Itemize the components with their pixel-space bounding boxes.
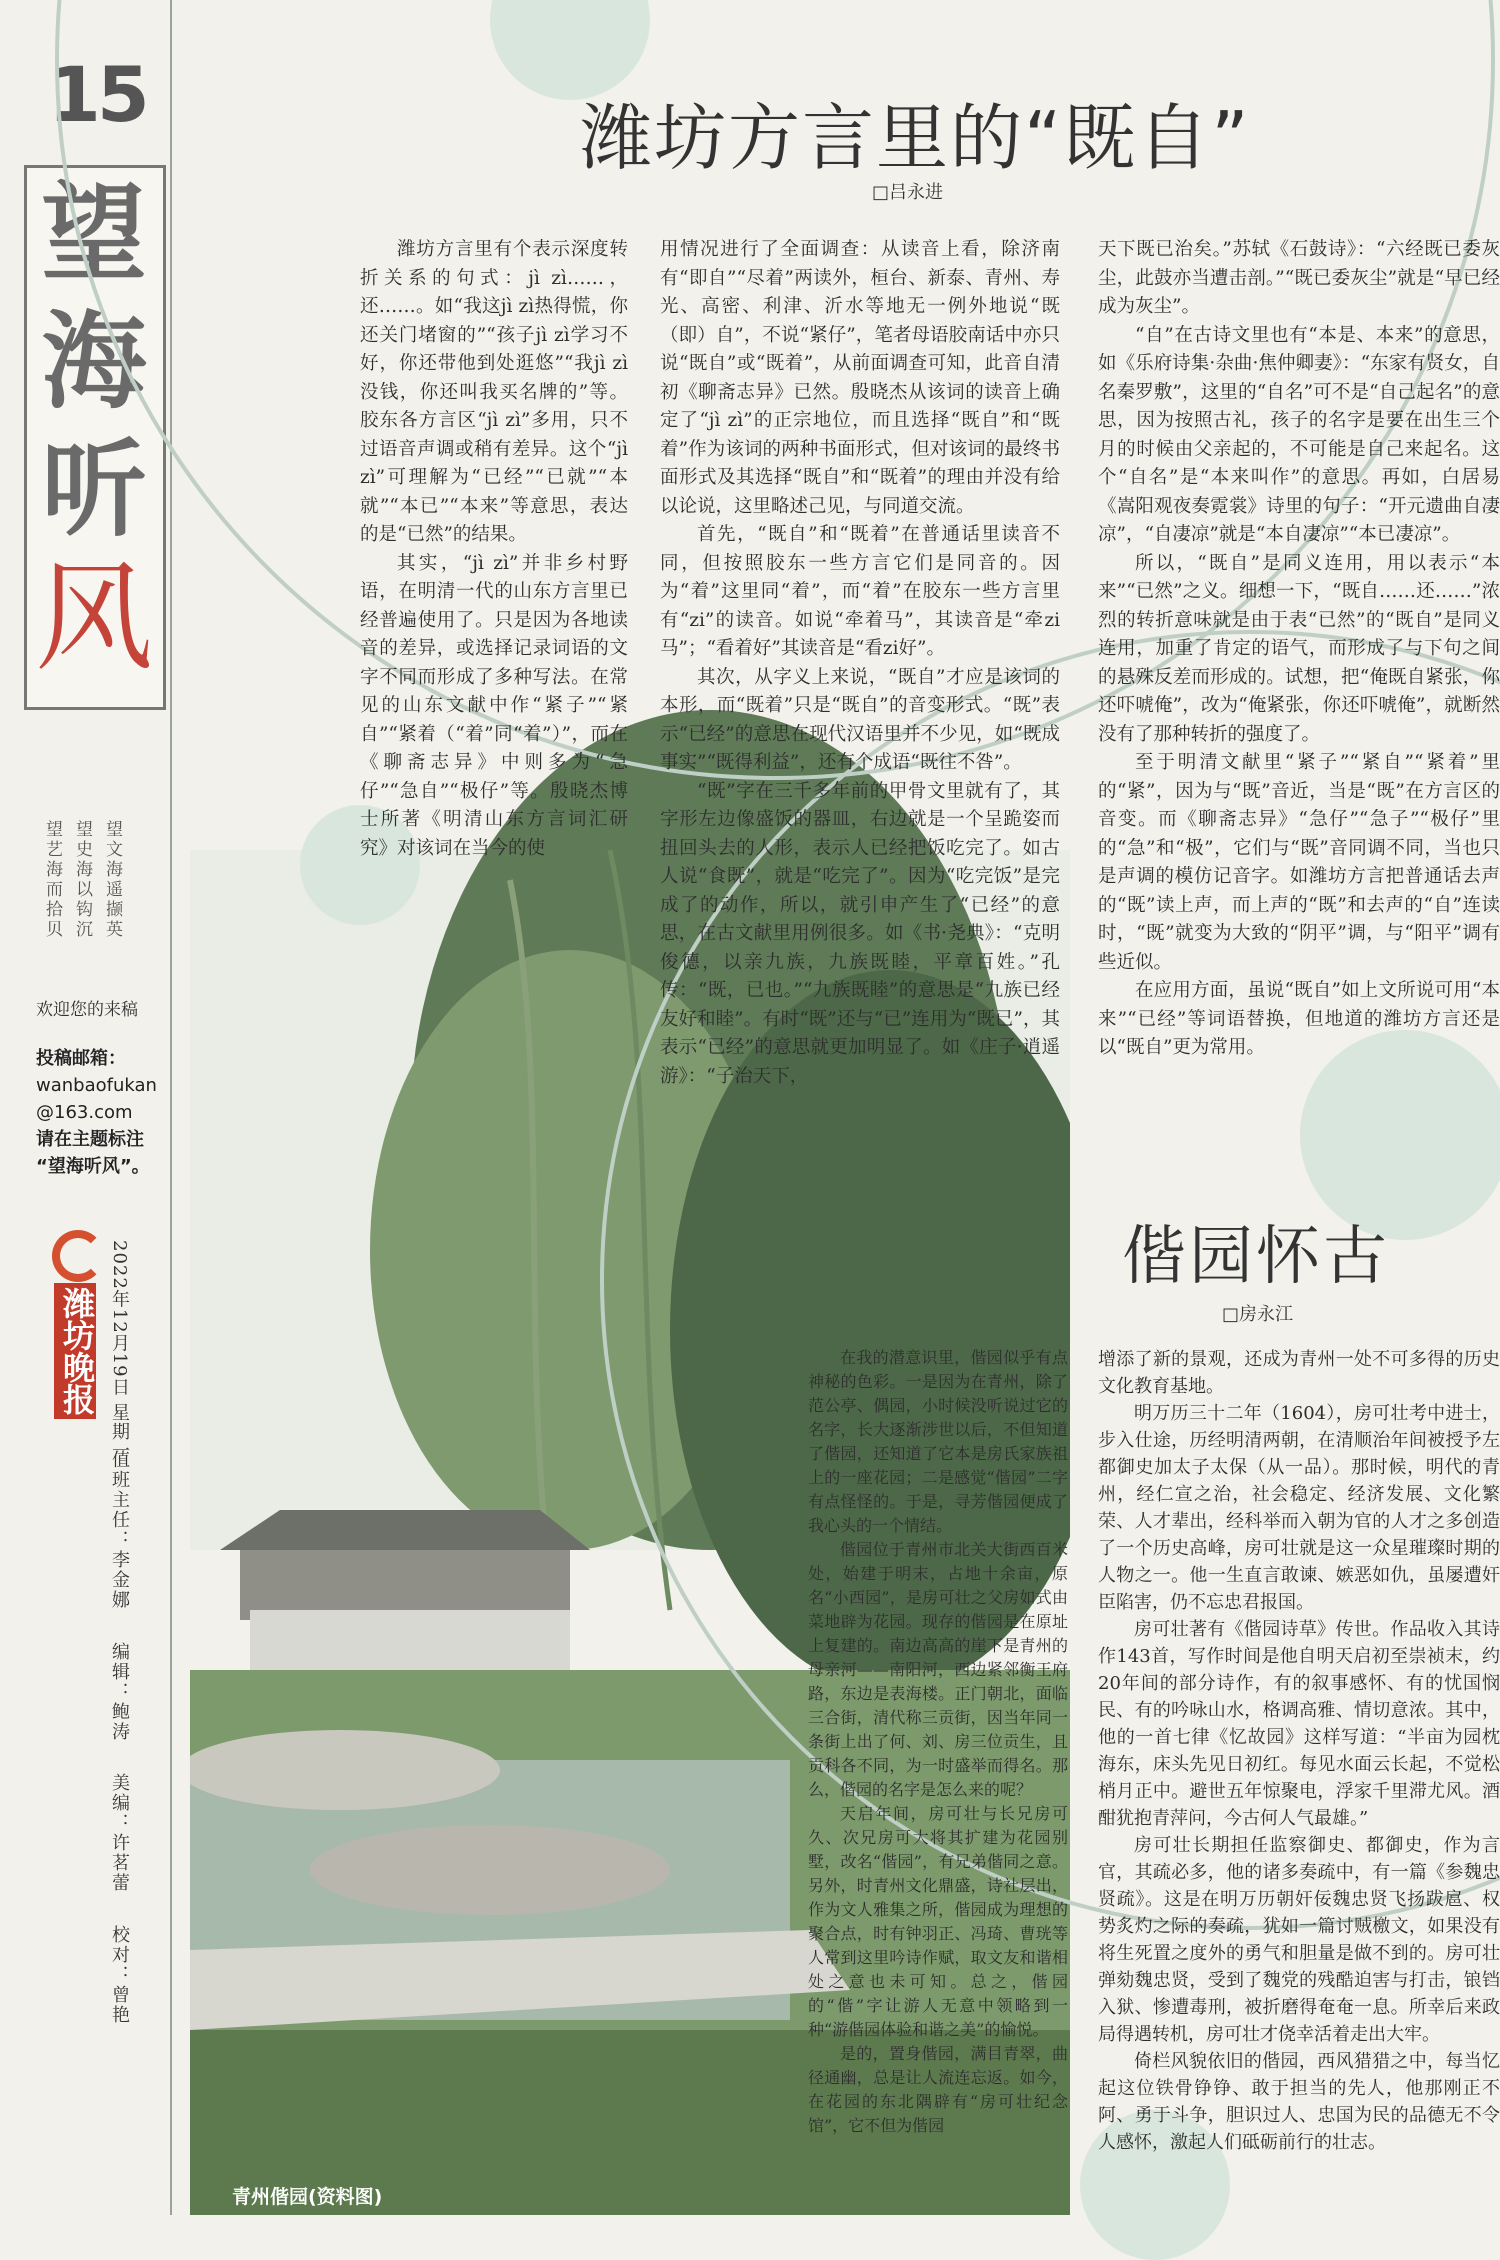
- paragraph: 用情况进行了全面调查：从读音上看，除济南有“即自”“尽着”两读外，桓台、新泰、青州、寿光、高密、利津、沂水等地无一例外地说“既（即）自”，不说“紧仔”，笔者母语胶南话中亦只说“既自”或“既着”，从前面调查可知，此音自清初《聊斋志异》已然。殷晓杰从该词的读音上确定了“jì zì”的正宗地位，而且选择“既自”和“既着”作为该词的两种书面形式，但对该词的最终书面形式及其选择“既自”和“既着”的理由并没有给以论说，这里略述己见，与同道交流。: [660, 239, 1060, 517]
- paragraph: 所以，“既自”是同义连用，用以表示“本来”“已然”之义。细想一下，“既自……还……”浓烈的转折意味就是由于表“已然”的“既自”是同义连用，加重了肯定的语气，而形成了与下句之间的悬殊反差而形成的。试想，把“俺既自紧张，你还吓唬俺”，改为“俺紧张，你还吓唬俺”，就断然没有了那种转折的强度了。: [1098, 552, 1500, 745]
- newspaper-name: 潍坊晚报: [54, 1283, 96, 1419]
- paragraph: 房可壮著有《偕园诗草》传世。作品收入其诗作143首，写作时间是他自明天启初至崇祯末，约20年间的部分诗作，有的叙事感怀、有的忧国悯民、有的吟咏山水，格调高雅、情切意浓。其中，他的一首七律《忆故园》这样写道：“半亩为园枕海东，床头先见日初红。每见水面云长起，不觉松梢月正中。避世五年惊聚电，浮家千里滞尤风。酒酣犹抱青萍问，今古何人气最雄。”: [1098, 1619, 1500, 1829]
- page-number: 15: [48, 50, 146, 139]
- staff-credits: [106, 1450, 132, 2049]
- column-title-char: 风: [34, 549, 153, 687]
- contact-label: 投稿邮箱：: [36, 1048, 126, 1069]
- paragraph: 房可壮长期担任监察御史、都御史，作为言官，其疏必多，他的诸多奏疏中，有一篇《参魏忠贤疏》。这是在明万历朝奸佞魏忠贤飞扬跋扈、权势炙灼之际的奏疏，犹如一篇讨贼檄文，如果没有将生死置之度外的勇气和胆量是做不到的。房可壮弹劾魏忠贤，受到了魏党的残酷迫害与打击，锒铛入狱、惨遭毒刑，被折磨得奄奄一息。所幸后来政局得遇转机，房可壮才侥幸活着走出大牢。: [1098, 1835, 1500, 2045]
- credit-line: 美编：许茗蕾: [109, 1773, 130, 1894]
- column-motto: [40, 820, 125, 940]
- paragraph: 明万历三十二年（1604），房可壮考中进士，步入仕途，历经明清两朝，在清顺治年间被授予左都御史加太子太保（从一品）。那时候，明代的青州，经仁宣之治，社会稳定、经济发展、文化繁荣、人才辈出，经科举而入朝为官的人才之多创造了一个历史高峰，房可壮就是这一众星璀璨时期的人物之一。他一生直言敢谏、嫉恶如仇，虽屡遭奸臣陷害，仍不忘忠君报国。: [1098, 1403, 1500, 1613]
- paragraph: 其次，从字义上来说，“既自”才应是该词的本形，而“既着”只是“既自”的音变形式。“既”表示“已经”的意思在现代汉语里并不少见，如“既成事实”“既得利益”，还有个成语“既往不咎”。: [660, 666, 1060, 773]
- newspaper-logo-icon: [52, 1230, 104, 1282]
- motto-line: 望文海遥撷英: [102, 820, 122, 940]
- photo-caption: 青州偕园(资料图): [232, 2186, 383, 2208]
- motto-line: 望史海以钩沉: [72, 820, 92, 940]
- article-title: 偕园怀古: [1122, 1220, 1390, 1294]
- welcome-text: 欢迎您的来稿: [36, 1000, 138, 1020]
- article-author: □吕永进: [872, 182, 944, 203]
- article-column: [360, 236, 628, 863]
- paragraph: 至于明清文献里“紧子”“紧自”“紧着”里的“紧”，因为与“既”音近，当是“既”在方言区的音变。而《聊斋志异》“急仔”“急子”“极仔”里的“急”和“极”，它们与“既”音同调不同，当也只是声调的模仿记音字。如潍坊方言把普通话去声的“既”读上声，而上声的“既”和去声的“自”连读时，“既”就变为大致的“阴平”调，与“阳平”调有些近似。: [1098, 752, 1500, 973]
- paragraph: 倚栏风貌依旧的偕园，西风猎猎之中，每当忆起这位铁骨铮铮、敢于担当的先人，他那刚正不阿、勇于斗争，胆识过人、忠国为民的品德无不令人感怀，激起人们砥砺前行的壮志。: [1098, 2051, 1500, 2153]
- paragraph: 天启年间，房可壮与长兄房可久、次兄房可大将其扩建为花园别墅，改名“偕园”，有兄弟偕同之意。另外，时青州文化鼎盛，诗社层出，作为文人雅集之所，偕园成为理想的聚合点，时有钟羽正、冯琦、曹珖等人常到这里吟诗作赋，取文友和谐相处之意也未可知。总之，偕园的“偕”字让游人无意中领略到一种“游偕园体验和谐之美”的愉悦。: [808, 1804, 1068, 2039]
- contact-email[interactable]: wanbaofukan: [36, 1075, 157, 1096]
- paragraph: 是的，置身偕园，满目青翠，曲径通幽，总是让人流连忘返。如今，在花园的东北隅辟有“房可壮纪念馆”，它不但为偕园: [808, 2044, 1068, 2135]
- article-column: [660, 236, 1060, 1091]
- credit-line: 值班主任：李金娜: [109, 1450, 130, 1610]
- column-title-char: 海: [41, 301, 147, 423]
- contact-email[interactable]: @163.com: [36, 1102, 133, 1123]
- paragraph: “既”字在三千多年前的甲骨文里就有了，其字形左边像盛饭的器皿，右边就是一个呈跪姿而扭回头去的人形，表示人已经把饭吃完了。如古人说“食既”，就是“吃完了”。因为“吃完饭”是完成了的动作，所以，就引申产生了“已经”的意思，在古文献里用例很多。如《书·尧典》：“克明俊德，以亲九族，九族既睦，平章百姓。”孔传：“既，已也。”“九族既睦”的意思是“九族已经友好和睦”。有时“既”还与“已”连用为“既已”，其表示“已经”的意思就更加明显了。如《庄子·逍遥游》：“子治天下，: [660, 780, 1060, 1087]
- article-title: 潍坊方言里的“既自”: [580, 96, 1251, 180]
- column-title-char: 望: [41, 173, 147, 295]
- paragraph: 天下既已治矣。”苏轼《石鼓诗》：“六经既已委灰尘，此鼓亦当遭击剖。”“既已委灰尘”就是“早已经成为灰尘”。: [1098, 239, 1500, 317]
- paragraph: 其实，“jì zì”并非乡村野语，在明清一代的山东方言里已经普遍使用了。只是因为各地读音的差异，或选择记录词语的文字不同而形成了多种写法。在常见的山东文献中作“紧子”“紧自”“紧着（“着”同“着”）”，而在《聊斋志异》中则多为“急仔”“急自”“极仔”等。殷晓杰博士所著《明清山东方言词汇研究》对该词在当今的使: [360, 552, 628, 859]
- article-column: [1098, 236, 1500, 1063]
- credit-line: 校对：曾艳: [109, 1925, 130, 2026]
- paragraph: 在应用方面，虽说“既自”如上文所说可用“本来”“已经”等词语替换，但地道的潍坊方言还是以“既自”更为常用。: [1098, 980, 1500, 1058]
- article-author: □房永江: [1222, 1304, 1294, 1325]
- contact-note: 请在主题标注: [36, 1129, 144, 1150]
- paragraph: 首先，“既自”和“既着”在普通话里读音不同，但按照胶东一些方言它们是同音的。因为“着”这里同“着”，而“着”在胶东一些方言里有“zi”的读音。如说“牵着马”，其读音是“牵zi马”；“看着好”其读音是“看zi好”。: [660, 524, 1060, 659]
- paragraph: 偕园位于青州市北关大街西百米处，始建于明末，占地十余亩，原名“小西园”，是房可壮之父房如式由菜地辟为花园。现存的偕园是在原址上复建的。南边高高的崖下是青州的母亲河——南阳河，西边紧邻衡王府路，东边是表海楼。正门朝北，面临三合街，清代称三贡街，因当年同一条街上出了何、刘、房三位贡生，且贡科各不同，为一时盛举而得名。那么，偕园的名字是怎么来的呢？: [808, 1540, 1068, 1799]
- paragraph: “自”在古诗文里也有“本是、本来”的意思，如《乐府诗集·杂曲·焦仲卿妻》：“东家有贤女，自名秦罗敷”，这里的“自名”可不是“自己起名”的意思，因为按照古礼，孩子的名字是要在出生三个月的时候由父亲起的，不可能是自己来起名。这个“自名”是“本来叫作”的意思。再如，白居易《嵩阳观夜奏霓裳》诗里的句子：“开元遗曲自凄凉”，“自凄凉”就是“本自凄凉”“本已凄凉”。: [1098, 324, 1500, 545]
- credit-line: 编辑：鲍涛: [109, 1641, 130, 1742]
- issue-date: 2022年12月19日 星期一: [109, 1240, 130, 1461]
- column-title-char: 听: [41, 429, 147, 551]
- article-column: [808, 1346, 1068, 2138]
- paragraph: 增添了新的景观，还成为青州一处不可多得的历史文化教育基地。: [1098, 1349, 1500, 1397]
- motto-line: 望艺海而拾贝: [42, 820, 62, 940]
- submission-contact: [36, 1045, 157, 1180]
- paragraph: 在我的潜意识里，偕园似乎有点神秘的色彩。一是因为在青州，除了范公亭、偶园，小时候没听说过它的名字，长大逐渐涉世以后，不但知道了偕园，还知道了它本是房氏家族祖上的一座花园；二是感觉“偕园”二字有点怪怪的。于是，寻芳偕园便成了我心头的一个情结。: [808, 1348, 1068, 1535]
- contact-note: “望海听风”。: [36, 1156, 150, 1177]
- paragraph: 潍坊方言里有个表示深度转折关系的句式：jì zì……，还……。如“我这jì zì热得慌，你还关门堵窗的”“孩子jì zì学习不好，你还带他到处逛悠”“我jì zì没钱，你还叫我买名牌的”等。胶东各方言区“jì zì”多用，只不过语音声调或稍有差异。这个“jì zì”可理解为“已经”“已就”“本就”“本已”“本来”等意思，表达的是“已然”的结果。: [360, 239, 628, 545]
- article-column: [1098, 1346, 1500, 2156]
